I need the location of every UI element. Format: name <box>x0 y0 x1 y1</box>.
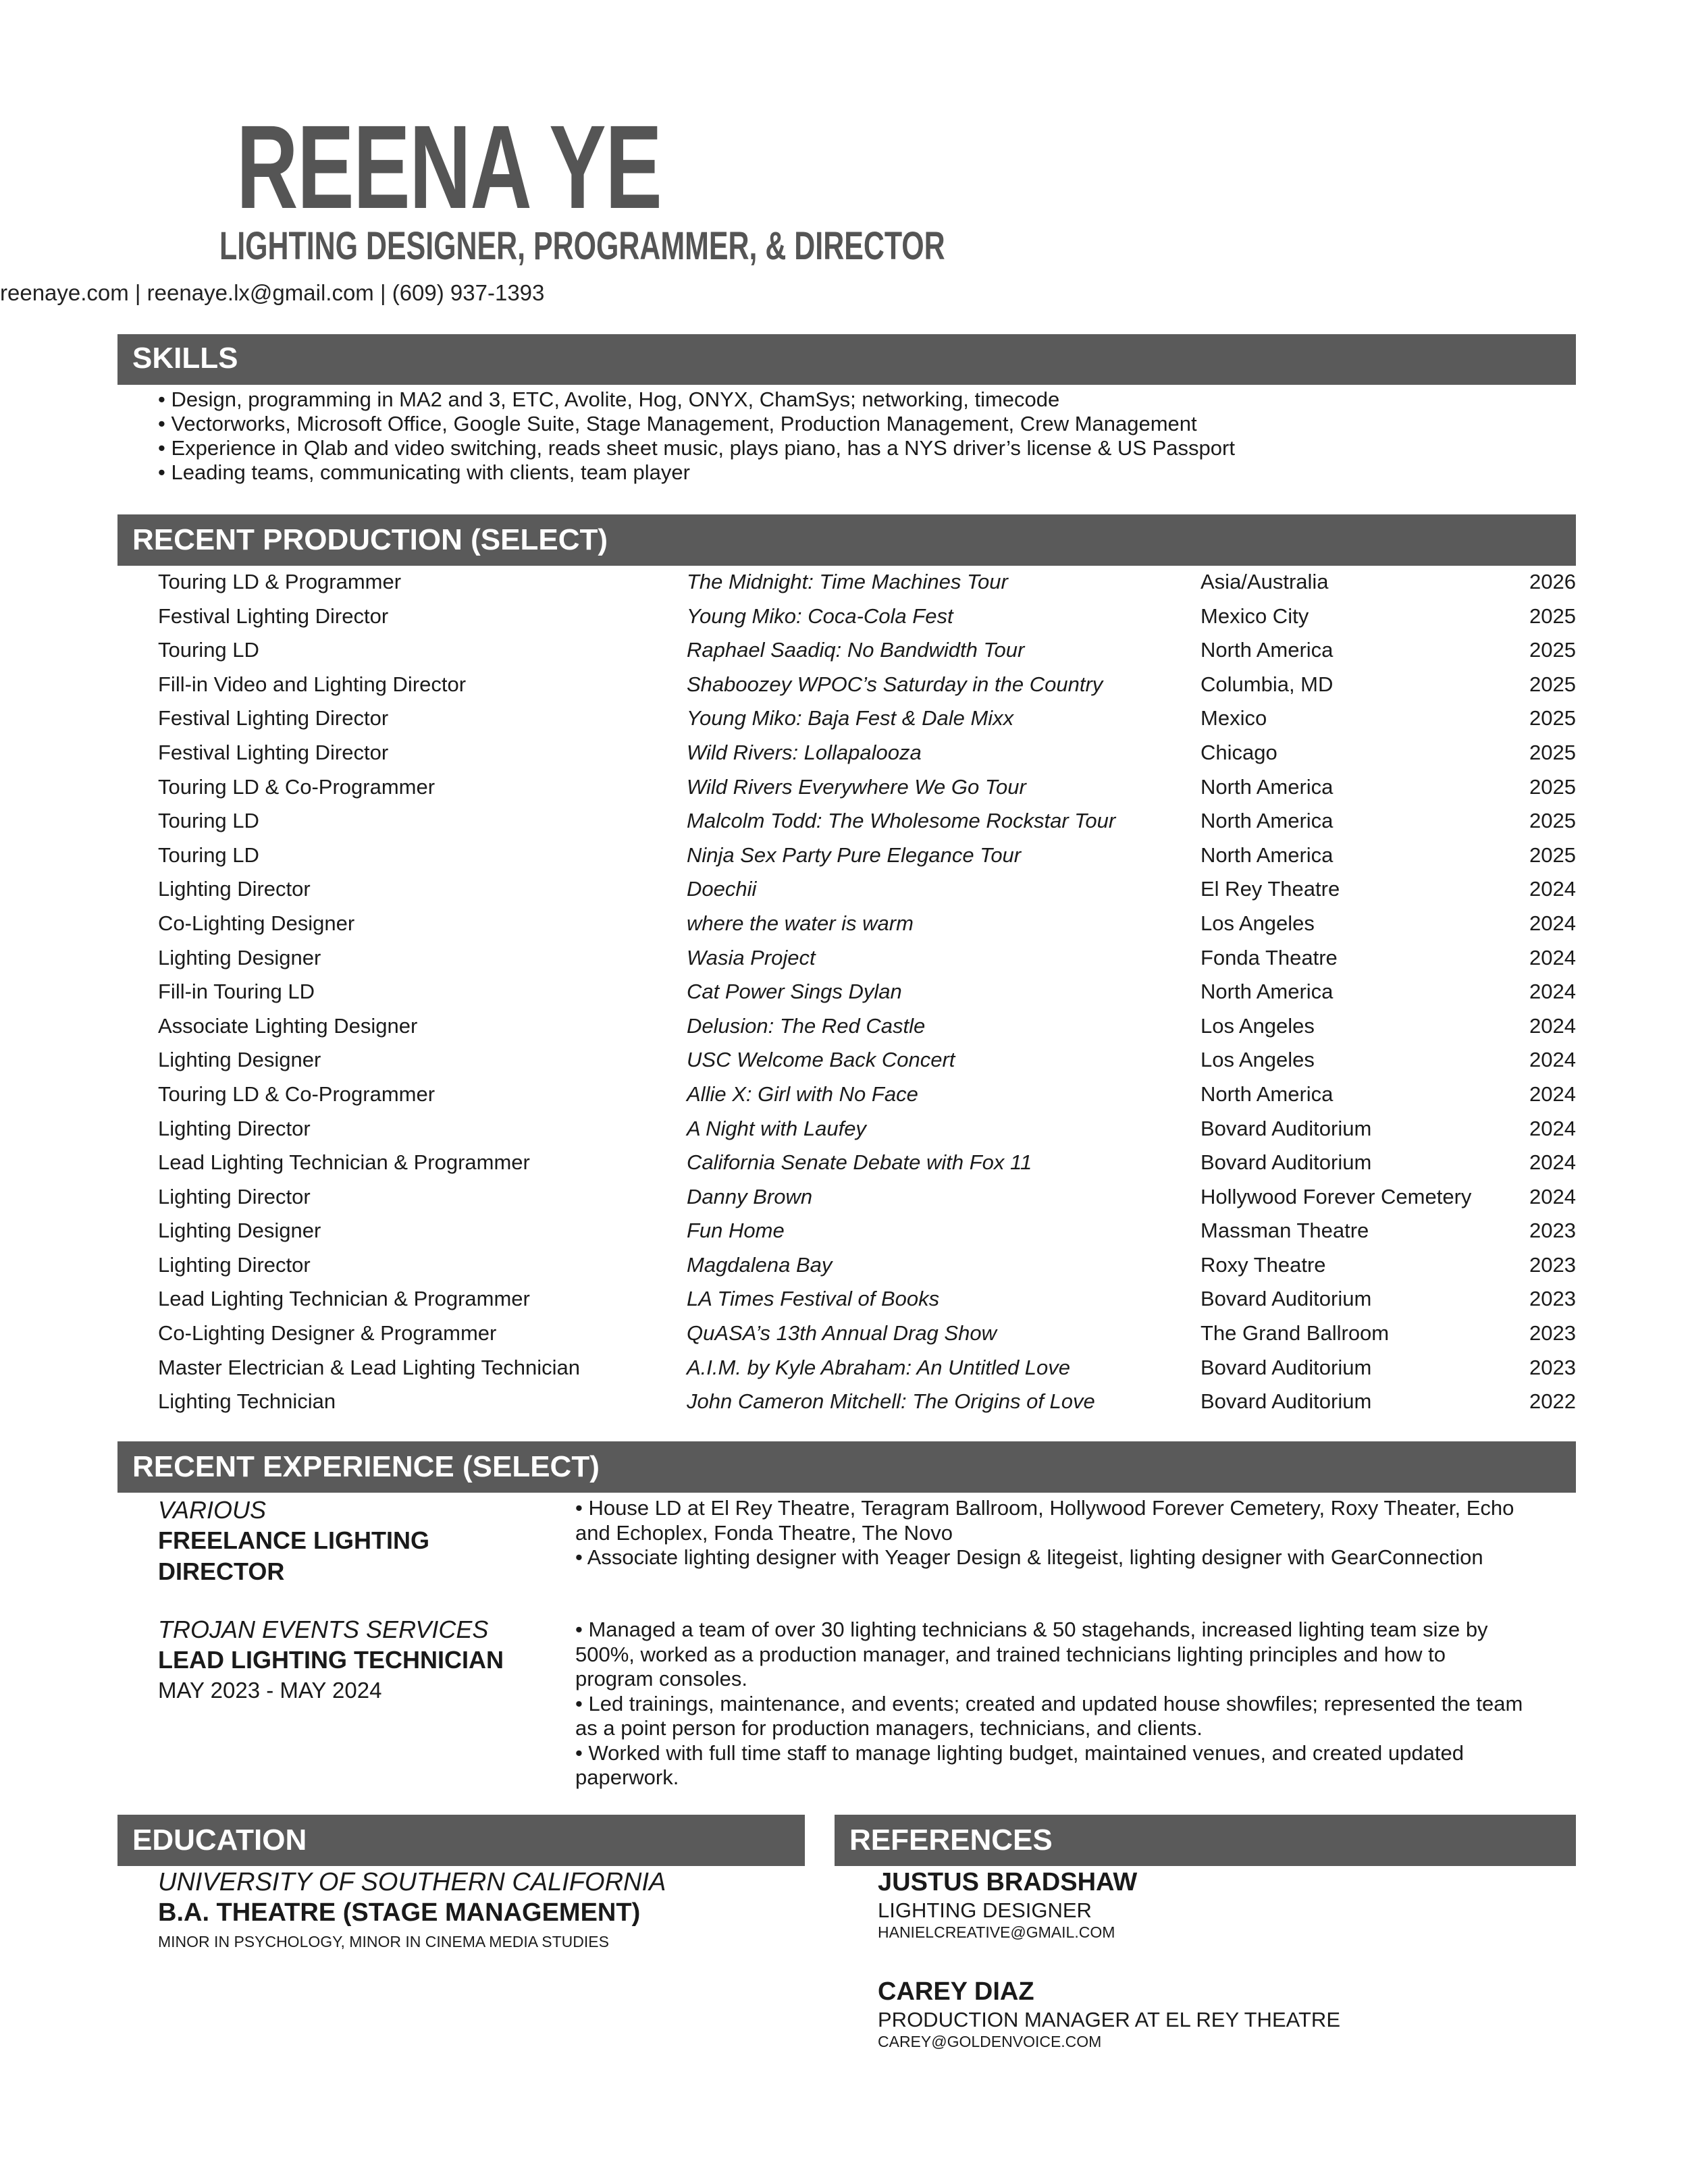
production-year: 2025 <box>1529 638 1576 662</box>
production-table <box>158 565 1576 1419</box>
production-venue: Roxy Theatre <box>1201 1252 1326 1277</box>
experience-org: VARIOUS <box>158 1496 267 1524</box>
production-show: Shaboozey WPOC’s Saturday in the Country <box>687 672 1103 696</box>
experience-line: • Led trainings, maintenance, and events; created and updated house showfiles; represented the team <box>575 1691 1523 1715</box>
production-show: Young Miko: Baja Fest & Dale Mixx <box>687 706 1014 730</box>
experience-line: • Worked with full time staff to manage lighting budget, maintained venues, and created updated <box>575 1740 1464 1765</box>
production-show: Danny Brown <box>687 1184 813 1208</box>
production-show: California Senate Debate with Fox 11 <box>687 1150 1032 1175</box>
production-show: Delusion: The Red Castle <box>687 1013 926 1038</box>
production-year: 2025 <box>1529 706 1576 730</box>
production-role: Lighting Director <box>158 877 311 901</box>
production-show: A Night with Laufey <box>687 1116 866 1140</box>
production-show: USC Welcome Back Concert <box>687 1048 955 1072</box>
production-year: 2025 <box>1529 672 1576 696</box>
production-show: Wasia Project <box>687 945 816 969</box>
production-show: John Cameron Mitchell: The Origins of Love <box>687 1389 1095 1414</box>
candidate-title: LIGHTING DESIGNER, PROGRAMMER, & DIRECTOR <box>219 224 945 268</box>
production-role: Co-Lighting Designer & Programmer <box>158 1321 497 1346</box>
experience-entry-freelance <box>158 1495 550 1587</box>
production-row <box>158 668 1576 702</box>
education-school: UNIVERSITY OF SOUTHERN CALIFORNIA <box>158 1868 666 1896</box>
production-row <box>158 1146 1576 1180</box>
production-show: The Midnight: Time Machines Tour <box>687 570 1008 593</box>
production-venue: Los Angeles <box>1201 1048 1315 1072</box>
production-row <box>158 1385 1576 1419</box>
production-role: Lighting Designer <box>158 1048 321 1072</box>
production-year: 2024 <box>1529 1116 1576 1140</box>
reference-role: PRODUCTION MANAGER AT EL REY THEATRE <box>878 2008 1340 2031</box>
skill-item: • Design, programming in MA2 and 3, ETC, Avolite, Hog, ONYX, ChamSys; networking, timecode <box>158 388 1060 411</box>
production-show: Ninja Sex Party Pure Elegance Tour <box>687 843 1022 867</box>
production-row <box>158 1248 1576 1283</box>
production-year: 2025 <box>1529 809 1576 833</box>
experience-line: 500%, worked as a production manager, and trained technicians lighting principles and how to <box>575 1642 1446 1666</box>
production-role: Associate Lighting Designer <box>158 1013 418 1038</box>
experience-line: • House LD at El Rey Theatre, Teragram Ballroom, Hollywood Forever Cemetery, Roxy Theater, Echo <box>575 1496 1514 1520</box>
production-year: 2023 <box>1529 1219 1576 1243</box>
production-role: Festival Lighting Director <box>158 740 389 764</box>
experience-title: FREELANCE LIGHTING <box>158 1526 429 1554</box>
production-venue: Chicago <box>1201 740 1277 764</box>
production-venue: Los Angeles <box>1201 1013 1315 1038</box>
production-venue: North America <box>1201 774 1334 799</box>
production-row <box>158 907 1576 941</box>
production-show: Young Miko: Coca-Cola Fest <box>687 604 953 628</box>
production-venue: Bovard Auditorium <box>1201 1116 1372 1140</box>
production-year: 2025 <box>1529 604 1576 628</box>
contact-line: reenaye.com | reenaye.lx@gmail.com | (609) 937-1393 <box>0 280 545 305</box>
production-year: 2026 <box>1529 570 1576 593</box>
production-role: Lighting Designer <box>158 945 321 969</box>
reference-email: CAREY@GOLDENVOICE.COM <box>878 2033 1102 2050</box>
skill-item: • Vectorworks, Microsoft Office, Google Suite, Stage Management, Production Management, Crew Management <box>158 412 1197 435</box>
production-role: Lead Lighting Technician & Programmer <box>158 1150 530 1175</box>
education-heading: EDUCATION <box>117 1815 805 1866</box>
experience-entry-trojan <box>158 1615 550 1705</box>
skills-heading: SKILLS <box>117 334 1576 383</box>
production-venue: North America <box>1201 843 1334 867</box>
production-venue: North America <box>1201 1082 1334 1106</box>
production-role: Lighting Director <box>158 1184 311 1208</box>
production-show: A.I.M. by Kyle Abraham: An Untitled Love <box>687 1355 1071 1379</box>
production-row <box>158 1043 1576 1077</box>
production-role: Master Electrician & Lead Lighting Technician <box>158 1355 580 1379</box>
production-role: Lighting Director <box>158 1252 311 1277</box>
experience-details-trojan <box>575 1618 1575 1790</box>
production-role: Touring LD & Co-Programmer <box>158 774 436 799</box>
production-row <box>158 565 1576 600</box>
production-year: 2023 <box>1529 1287 1576 1311</box>
skills-list <box>158 388 1562 485</box>
production-show: where the water is warm <box>687 911 914 935</box>
production-year: 2022 <box>1529 1389 1576 1414</box>
production-row <box>158 1077 1576 1112</box>
production-row <box>158 1316 1576 1351</box>
production-venue: Fonda Theatre <box>1201 945 1338 969</box>
skill-item: • Leading teams, communicating with clients, team player <box>158 460 690 484</box>
production-venue: Bovard Auditorium <box>1201 1287 1372 1311</box>
production-venue: Asia/Australia <box>1201 570 1329 593</box>
reference-name: CAREY DIAZ <box>878 1977 1034 2006</box>
experience-line: paperwork. <box>575 1765 679 1789</box>
production-row <box>158 1282 1576 1316</box>
experience-line: • Managed a team of over 30 lighting technicians & 50 stagehands, increased lighting team size by <box>575 1618 1488 1641</box>
production-venue: Mexico City <box>1201 604 1309 628</box>
production-row <box>158 872 1576 907</box>
production-venue: Bovard Auditorium <box>1201 1150 1372 1175</box>
production-year: 2024 <box>1529 911 1576 935</box>
production-role: Lighting Technician <box>158 1389 336 1414</box>
production-row <box>158 736 1576 770</box>
production-year: 2024 <box>1529 1013 1576 1038</box>
production-venue: Massman Theatre <box>1201 1219 1369 1243</box>
experience-line: as a point person for production managers, technicians, and clients. <box>575 1716 1203 1740</box>
production-role: Fill-in Video and Lighting Director <box>158 672 467 696</box>
experience-org: TROJAN EVENTS SERVICES <box>158 1616 489 1643</box>
production-role: Touring LD & Co-Programmer <box>158 1082 436 1106</box>
production-year: 2023 <box>1529 1252 1576 1277</box>
production-show: Wild Rivers: Lollapalooza <box>687 740 922 764</box>
production-show: Malcolm Todd: The Wholesome Rockstar Tour <box>687 809 1116 833</box>
production-venue: North America <box>1201 809 1334 833</box>
production-venue: Los Angeles <box>1201 911 1315 935</box>
reference-email: HANIELCREATIVE@GMAIL.COM <box>878 1923 1115 1941</box>
production-year: 2025 <box>1529 843 1576 867</box>
production-show: Wild Rivers Everywhere We Go Tour <box>687 774 1026 799</box>
production-show: Fun Home <box>687 1219 785 1243</box>
education-minors: MINOR IN PSYCHOLOGY, MINOR IN CINEMA MEDIA STUDIES <box>158 1933 609 1950</box>
production-venue: Bovard Auditorium <box>1201 1389 1372 1414</box>
production-row <box>158 975 1576 1009</box>
experience-heading: RECENT EXPERIENCE (SELECT) <box>117 1441 1576 1493</box>
production-row <box>158 804 1576 838</box>
experience-line: and Echoplex, Fonda Theatre, The Novo <box>575 1520 953 1545</box>
production-venue: Columbia, MD <box>1201 672 1334 696</box>
experience-line: program consoles. <box>575 1667 748 1690</box>
experience-title-cont: DIRECTOR <box>158 1557 285 1585</box>
production-role: Touring LD <box>158 638 259 662</box>
production-role: Lead Lighting Technician & Programmer <box>158 1287 530 1311</box>
production-venue: Hollywood Forever Cemetery <box>1201 1184 1472 1208</box>
production-role: Festival Lighting Director <box>158 706 389 730</box>
production-role: Lighting Director <box>158 1116 311 1140</box>
reference-name: JUSTUS BRADSHAW <box>878 1868 1138 1896</box>
skill-item: • Experience in Qlab and video switching, reads sheet music, plays piano, has a NYS driver’s license & US Passport <box>158 436 1235 460</box>
production-role: Fill-in Touring LD <box>158 980 315 1004</box>
production-year: 2024 <box>1529 1184 1576 1208</box>
experience-line: • Associate lighting designer with Yeager Design & litegeist, lighting designer with GearConnection <box>575 1545 1483 1569</box>
experience-details-freelance <box>575 1496 1575 1570</box>
production-year: 2024 <box>1529 877 1576 901</box>
production-year: 2024 <box>1529 1150 1576 1175</box>
production-year: 2024 <box>1529 980 1576 1004</box>
production-venue: El Rey Theatre <box>1201 877 1340 901</box>
production-year: 2024 <box>1529 945 1576 969</box>
production-row <box>158 633 1576 668</box>
production-role: Co-Lighting Designer <box>158 911 355 935</box>
production-year: 2024 <box>1529 1082 1576 1106</box>
production-year: 2025 <box>1529 740 1576 764</box>
production-role: Touring LD <box>158 809 259 833</box>
production-row <box>158 1112 1576 1146</box>
production-row <box>158 600 1576 634</box>
production-row <box>158 701 1576 736</box>
production-show: Magdalena Bay <box>687 1252 833 1277</box>
production-year: 2025 <box>1529 774 1576 799</box>
production-venue: North America <box>1201 638 1334 662</box>
education-degree: B.A. THEATRE (STAGE MANAGEMENT) <box>158 1898 641 1927</box>
production-year: 2023 <box>1529 1321 1576 1346</box>
production-role: Touring LD <box>158 843 259 867</box>
production-role: Festival Lighting Director <box>158 604 389 628</box>
production-show: Doechii <box>687 877 757 901</box>
production-row <box>158 1351 1576 1385</box>
references-heading: REFERENCES <box>835 1815 1576 1866</box>
experience-date: MAY 2023 - MAY 2024 <box>158 1678 382 1703</box>
skills-rule <box>117 383 1576 385</box>
production-venue: Mexico <box>1201 706 1267 730</box>
production-venue: The Grand Ballroom <box>1201 1321 1390 1346</box>
production-show: QuASA’s 13th Annual Drag Show <box>687 1321 997 1346</box>
production-venue: North America <box>1201 980 1334 1004</box>
production-show: LA Times Festival of Books <box>687 1287 940 1311</box>
production-role: Touring LD & Programmer <box>158 570 402 593</box>
experience-title: LEAD LIGHTING TECHNICIAN <box>158 1646 504 1674</box>
production-row <box>158 770 1576 805</box>
production-venue: Bovard Auditorium <box>1201 1355 1372 1379</box>
reference-role: LIGHTING DESIGNER <box>878 1898 1092 1922</box>
production-row <box>158 838 1576 873</box>
production-row <box>158 941 1576 976</box>
production-show: Allie X: Girl with No Face <box>687 1082 918 1106</box>
production-row <box>158 1009 1576 1044</box>
production-show: Raphael Saadiq: No Bandwidth Tour <box>687 638 1025 662</box>
production-show: Cat Power Sings Dylan <box>687 980 902 1004</box>
production-year: 2023 <box>1529 1355 1576 1379</box>
production-row <box>158 1180 1576 1215</box>
production-year: 2024 <box>1529 1048 1576 1072</box>
candidate-name: REENA YE <box>236 101 662 234</box>
production-row <box>158 1214 1576 1248</box>
production-heading: RECENT PRODUCTION (SELECT) <box>117 514 1576 566</box>
production-role: Lighting Designer <box>158 1219 321 1243</box>
